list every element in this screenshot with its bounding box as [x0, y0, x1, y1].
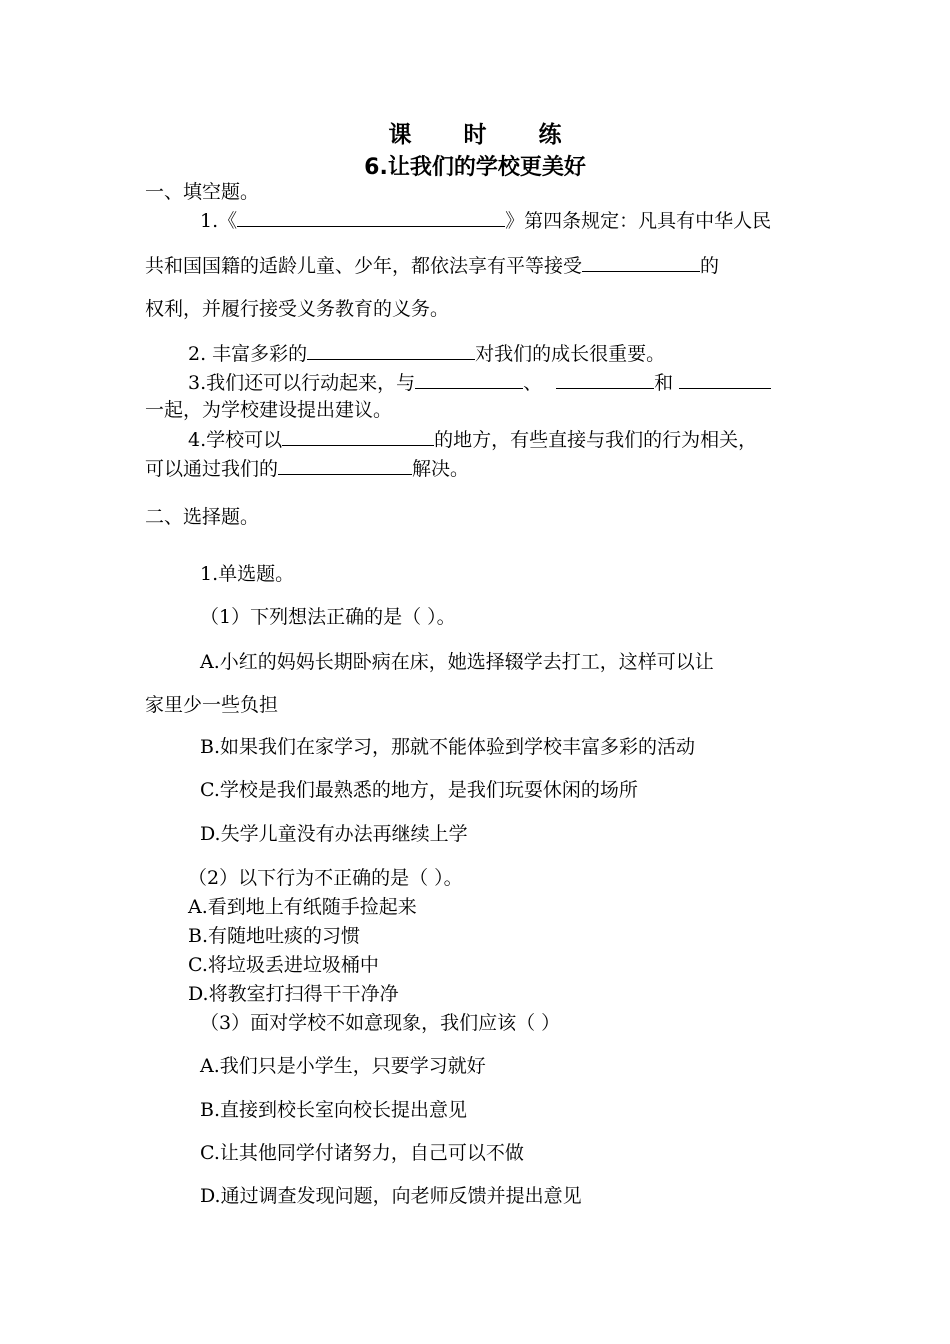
question-2-text-2: 对我们的成长很重要。	[475, 343, 666, 365]
mc-question-1-stem: （1）下列想法正确的是（ ）。	[200, 606, 456, 628]
mc-question-1-option-c[interactable]: C.学校是我们最熟悉的地方，是我们玩耍休闲的场所	[200, 779, 638, 801]
question-1-text-2: 共和国国籍的适龄儿童、少年，都依法享有平等接受	[145, 255, 583, 277]
mc-question-3-option-c[interactable]: C.让其他同学付诸努力，自己可以不做	[200, 1142, 524, 1164]
question-1-text: 》第四条规定：凡具有中华人民	[505, 210, 772, 232]
page-title: 课 时 练	[388, 122, 584, 148]
question-1-line-1	[200, 208, 771, 233]
question-2-text: 2. 丰富多彩的	[188, 343, 308, 365]
mc-question-2-option-a[interactable]: A.看到地上有纸随手捡起来	[188, 896, 417, 918]
answer-blank[interactable]	[582, 253, 700, 272]
question-2	[188, 341, 665, 366]
lesson-title: 6.让我们的学校更美好	[364, 155, 586, 180]
question-4-text-2: 的地方，有些直接与我们的行为相关，	[434, 429, 758, 451]
question-3-sep: 、	[523, 372, 543, 394]
answer-blank[interactable]	[237, 208, 505, 227]
question-1-number: 1.《	[200, 210, 238, 232]
section-heading-choice: 二、选择题。	[145, 506, 260, 528]
question-1-line-3: 权利，并履行接受义务教育的义务。	[145, 298, 450, 320]
question-1-line-2	[145, 253, 719, 278]
answer-blank[interactable]	[556, 370, 654, 389]
answer-blank[interactable]	[415, 370, 523, 389]
subsection-single-choice: 1.单选题。	[200, 563, 295, 585]
mc-question-2-option-d[interactable]: D.将教室打扫得干干净净	[188, 983, 399, 1005]
answer-blank[interactable]	[307, 341, 475, 360]
mc-question-1-option-d[interactable]: D.失学儿童没有办法再继续上学	[200, 823, 468, 845]
question-4-line-2	[145, 456, 469, 481]
mc-question-3-option-d[interactable]: D.通过调查发现问题，向老师反馈并提出意见	[200, 1185, 582, 1207]
mc-question-1-option-b[interactable]: B.如果我们在家学习，那就不能体验到学校丰富多彩的活动	[200, 736, 696, 758]
answer-blank[interactable]	[282, 427, 434, 446]
mc-question-2-option-b[interactable]: B.有随地吐痰的习惯	[188, 925, 361, 947]
answer-blank[interactable]	[679, 370, 771, 389]
mc-question-3-stem: （3）面对学校不如意现象，我们应该（ ）	[200, 1012, 561, 1034]
mc-question-3-option-b[interactable]: B.直接到校长室向校长提出意见	[200, 1099, 468, 1121]
question-4-line-1	[188, 427, 757, 452]
question-1-text-3: 的	[700, 255, 720, 277]
question-4-text: 4.学校可以	[188, 429, 283, 451]
answer-blank[interactable]	[278, 456, 412, 475]
mc-question-2-option-c[interactable]: C.将垃圾丢进垃圾桶中	[188, 954, 379, 976]
question-3-line-2: 一起，为学校建设提出建议。	[145, 399, 393, 421]
mc-question-1-option-a-cont: 家里少一些负担	[145, 694, 279, 716]
mc-question-1-option-a[interactable]: A.小红的妈妈长期卧病在床，她选择辍学去打工，这样可以让	[200, 651, 714, 673]
question-3-text: 3.我们还可以行动起来，与	[188, 372, 416, 394]
question-4-text-4: 解决。	[412, 458, 470, 480]
section-heading-fill-blank: 一、填空题。	[145, 181, 260, 203]
mc-question-2-stem: （2）以下行为不正确的是（ ）。	[188, 867, 463, 889]
question-3-sep-2: 和	[654, 372, 674, 394]
question-3-line-1	[188, 370, 771, 395]
question-4-text-3: 可以通过我们的	[145, 458, 279, 480]
mc-question-3-option-a[interactable]: A.我们只是小学生，只要学习就好	[200, 1055, 486, 1077]
